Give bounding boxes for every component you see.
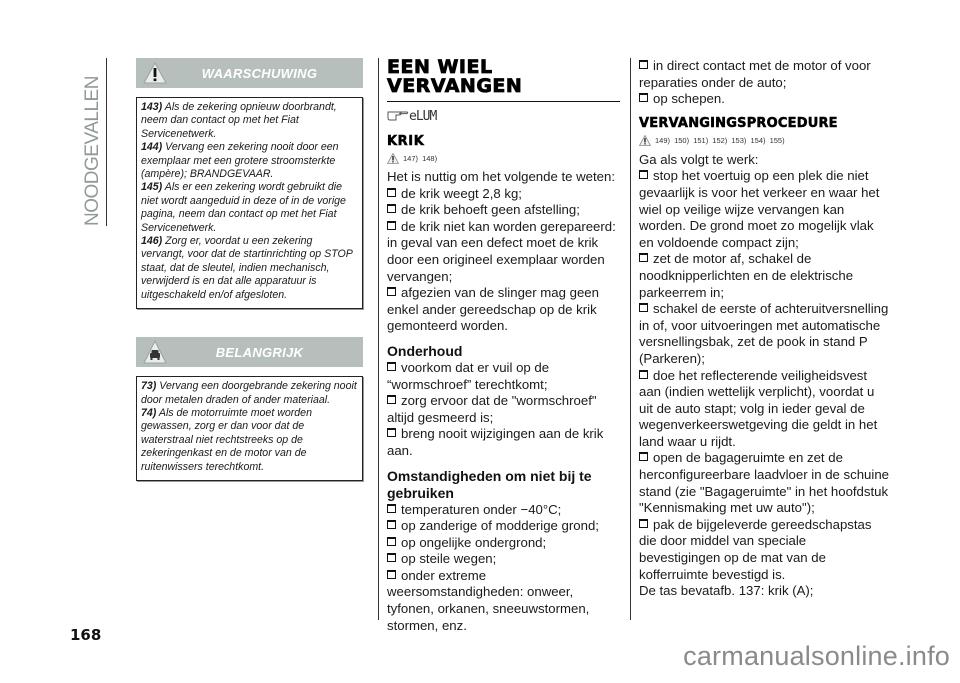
column-divider [630, 58, 631, 620]
list-item: op schepen. [639, 91, 924, 108]
list-item: op zanderige of modderige grond; [387, 518, 620, 535]
list-item: pak de bijgeleverde gereedschapstas die door middel van speciale bevestigingen op de mat van de kofferruimte bevestigd is. [639, 517, 889, 583]
list-item: zorg ervoor dat de "wormschroef" altijd gesmeerd is; [387, 393, 620, 426]
list-item: open de bagageruimte en zet de herconfigureerbare laadvloer in de schuine stand (zie "Bagageruimte" in het hoofdstuk "Kennismaking met uw auto"); [639, 450, 889, 516]
watermark: carmanualsonline.info [683, 641, 950, 671]
middle-column [387, 58, 620, 634]
side-tab-rule [106, 58, 107, 226]
chapter-label: NOODGEVALLEN [82, 76, 103, 226]
warning-header [136, 58, 363, 88]
warning-item: 144) Vervang een zekering nooit door een exemplaar met een grotere stroomsterkte (ampère); BRANDGEVAAR. [141, 141, 339, 181]
list-item: zet de motor af, schakel de noodknipperlichten en de elektrische parkeerrem in; [639, 251, 889, 301]
section-title: EEN WIEL VERVANGEN [387, 56, 523, 97]
krik-heading: KRIK [387, 134, 425, 149]
important-item: 74) Als de motorruimte moet worden gewassen, zorg er dan voor dat de waterstraal niet rechtstreeks op de zekeringenkast en de motor van de ruitenwissers terechtkomt. [141, 406, 312, 473]
page-number: 168 [70, 626, 102, 644]
important-box [136, 376, 363, 481]
list-item: schakel de eerste of achteruitversnelling in of, voor uitvoeringen met automatische versnellingsbak, zet de pook in stand P (Parkeren); [639, 301, 889, 366]
list-item: op ongelijke ondergrond; [387, 535, 620, 552]
list-item: stop het voertuig op een plek die niet gevaarlijk is voor het verkeer en waar het wiel op veilige wijze vervangen kan worden. De grond moet zo mogelijk vlak en voldoende compact zijn; [639, 168, 889, 251]
list-item: in direct contact met de motor of voor reparaties onder de auto; [639, 58, 924, 91]
procedure-body: Ga als volgt te werk: stop het voertuig op een plek die niet gevaarlijk is voor het verkeer en waar het wiel op veilige wijze vervangen kan worden. De grond moet zo mogelijk vlak en voldoende compact zijn; zet de motor af, schakel de noodknipperlichten en de elektrische parkeerrem in; schakel de eerste of achteruitversnelling in of, voor uitvoeringen met automatische versnellingsbak, zet de pook in stand P (Parkeren); doe het reflecterende veiligheidsvest aan (indien wettelijk verplicht), voordat u uit de auto stapt; volg in ieder geval de wegenverkeerswetgeving die geldt in het land waar u rijdt. open de bagageruimte en zet de herconfigureerbare laadvloer in de schuine stand (zie "Bagageruimte" in het hoofdstuk "Kennismaking met uw auto"); pak de bijgeleverde gereedschapstas die door middel van speciale bevestigingen op de mat van de kofferruimte bevestigd is. De tas bevatafb. 137: krik (A); [639, 151, 889, 599]
continued-list [639, 58, 924, 108]
krik-refs: 147) 148) [387, 151, 620, 165]
onderhoud-heading: Onderhoud [387, 342, 463, 359]
procedure-refs: 149) 150) 151) 152) 153) 154) 155) [639, 134, 924, 148]
pointing-hand-icon [387, 107, 409, 126]
warning-item: 145) Als er een zekering wordt gebruikt die niet wordt aangeduid in deze of in de vorige pagina, neem dan contact op met het Fiat Servicenetwerk. [141, 181, 346, 234]
list-item: afgezien van de slinger mag geen enkel ander gereedschap op de krik gemonteerd worden. [387, 285, 620, 335]
omstandigheden-heading: Omstandigheden om niet bij te gebruiken [387, 467, 592, 501]
krik-body: Het is nuttig om het volgende te weten: de krik weegt 2,8 kg; de krik behoeft geen afstelling; de krik niet kan worden gerepareerd: in geval van een defect moet de krik door een origineel exemplaar worden vervangen; afgezien van de slinger mag geen enkel ander gereedschap op de krik gemonteerd worden. [387, 169, 620, 335]
warning-small-icon [639, 135, 651, 146]
right-column [639, 58, 924, 600]
list-item: de krik niet kan worden gerepareerd: in geval van een defect moet de krik door een origineel exemplaar worden vervangen; [387, 219, 620, 285]
list-item: voorkom dat er vuil op de “wormschroef” terechtkomt; [387, 360, 620, 393]
important-item: 73) Vervang een doorgebrande zekering nooit door metalen draden of ander materiaal. [141, 380, 357, 406]
important-title: BELANGRIJK [215, 344, 304, 360]
list-item: op steile wegen; [387, 551, 620, 568]
list-item: onder extreme weersomstandigheden: onweer, tyfonen, orkanen, sneeuwstormen, stormen, enz. [387, 568, 620, 634]
warning-title: WAARSCHUWING [201, 65, 318, 81]
car-important-icon [136, 337, 174, 367]
onderhoud-body [387, 360, 620, 460]
left-column [136, 58, 363, 481]
warning-item: 143) Als de zekering opnieuw doorbrandt, neem dan contact op met het Fiat Servicenetwerk. [141, 101, 337, 140]
warning-small-icon [387, 153, 399, 164]
eluwi-reference: eLUM [387, 106, 620, 126]
list-item: de krik weegt 2,8 kg; [387, 186, 620, 203]
omstandigheden-body [387, 502, 620, 635]
list-item: breng nooit wijzigingen aan de krik aan. [387, 426, 620, 459]
title-rule [387, 101, 620, 102]
list-item: doe het reflecterende veiligheidsvest aan (indien wettelijk verplicht), voordat u uit de auto stapt; volg in ieder geval de wegenverkeerswetgeving die geldt in het land waar u rijdt. [639, 368, 889, 451]
important-header [136, 337, 363, 367]
column-divider [378, 58, 379, 620]
list-item: temperaturen onder −40°C; [387, 502, 620, 519]
chapter-side-tab [82, 58, 104, 226]
warning-item: 146) Zorg er, voordat u een zekering vervangt, voor dat de startinrichting op STOP staat, dat de sleutel, indien mechanisch, verwijderd is en dat alle apparatuur is uitgeschakeld en/of afgesloten. [141, 235, 353, 301]
warning-box [136, 97, 363, 309]
warning-triangle-icon [136, 58, 174, 88]
procedure-heading: VERVANGINGSPROCEDURE [639, 115, 838, 131]
list-item: de krik behoeft geen afstelling; [387, 202, 620, 219]
